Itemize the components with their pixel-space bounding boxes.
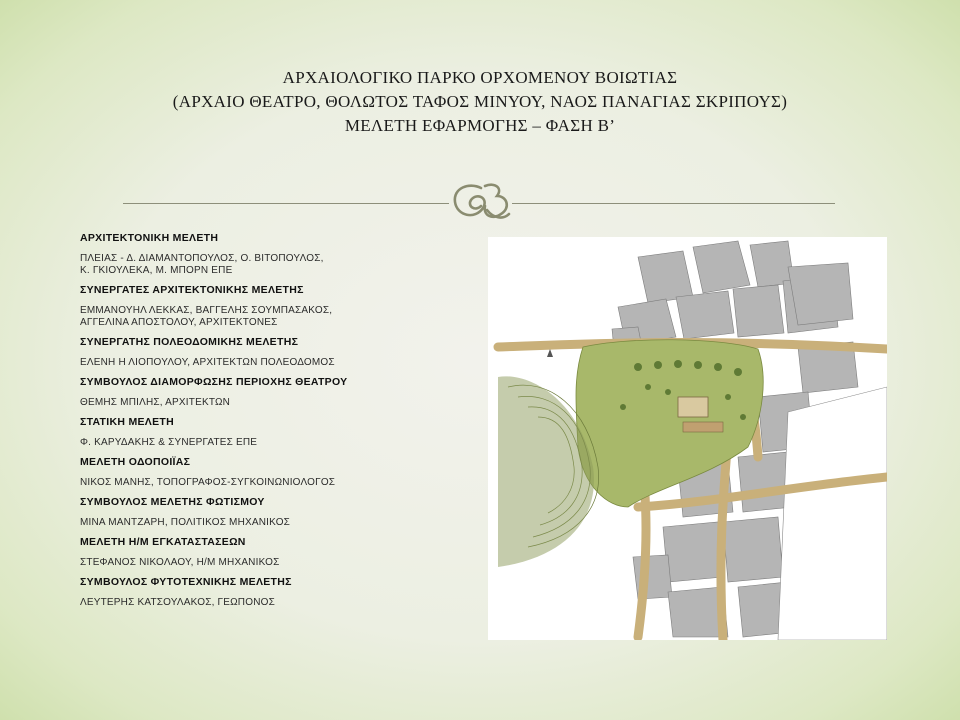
credit-body-electromechanical: ΣΤΕΦΑΝΟΣ ΝΙΚΟΛΑΟΥ, Η/Μ ΜΗΧΑΝΙΚΟΣ — [80, 557, 280, 568]
site-plan-image — [488, 237, 887, 640]
credit-body-lighting: ΜΙΝΑ ΜΑΝΤΖΑΡΗ, ΠΟΛΙΤΙΚΟΣ ΜΗΧΑΝΙΚΟΣ — [80, 517, 291, 528]
title-line-3: ΜΕΛΕΤΗ ΕΦΑΡΜΟΓΗΣ – ΦΑΣΗ Β’ — [344, 116, 616, 135]
credits-list — [80, 232, 470, 609]
credit-heading-architectural: ΑΡΧΙΤΕΚΤΟΝΙΚΗ ΜΕΛΕΤΗ — [80, 232, 219, 244]
credit-heading-electromechanical: ΜΕΛΕΤΗ Η/Μ ΕΓΚΑΤΑΣΤΑΣΕΩΝ — [80, 536, 246, 548]
credit-body-landscaping: ΛΕΥΤΕΡΗΣ ΚΑΤΣΟΥΛΑΚΟΣ, ΓΕΩΠΟΝΟΣ — [80, 597, 275, 608]
credit-heading-structural: ΣΤΑΤΙΚΗ ΜΕΛΕΤΗ — [80, 416, 175, 428]
credit-body-road-works: ΝΙΚΟΣ ΜΑΝΗΣ, ΤΟΠΟΓΡΑΦΟΣ-ΣΥΓΚΟΙΝΩΝΙΟΛΟΓΟΣ — [80, 477, 336, 488]
slide-title — [0, 66, 960, 138]
credit-body-theatre-consultant: ΘΕΜΗΣ ΜΠΙΛΗΣ, ΑΡΧΙΤΕΚΤΩΝ — [80, 397, 231, 408]
credit-heading-urban-planning: ΣΥΝΕΡΓΑΤΗΣ ΠΟΛΕΟΔΟΜΙΚΗΣ ΜΕΛΕΤΗΣ — [80, 336, 299, 348]
credit-heading-road-works: ΜΕΛΕΤΗ ΟΔΟΠΟΙΪΑΣ — [80, 456, 191, 468]
credit-heading-theatre-consultant: ΣΥΜΒΟΥΛΟΣ ΔΙΑΜΟΡΦΩΣΗΣ ΠΕΡΙΟΧΗΣ ΘΕΑΤΡΟΥ — [80, 376, 348, 388]
divider-left — [123, 203, 449, 204]
site-plan-drawing — [488, 237, 887, 640]
credit-body-architectural: ΠΛΕΙΑΣ - Δ. ΔΙΑΜΑΝΤΟΠΟΥΛΟΣ, Ο. ΒΙΤΟΠΟΥΛΟΣ, Κ. ΓΚΙΟΥΛΕΚΑ, Μ. ΜΠΟΡΝ ΕΠΕ — [80, 253, 324, 276]
credit-body-architectural-collaborators: ΕΜΜΑΝΟΥΗΛ ΛΕΚΚΑΣ, ΒΑΓΓΕΛΗΣ ΣΟΥΜΠΑΣΑΚΟΣ, ΑΓΓΕΛΙΝΑ ΑΠΟΣΤΟΛΟΥ, ΑΡΧΙΤΕΚΤΟΝΕΣ — [80, 305, 333, 328]
credit-heading-landscaping: ΣΥΜΒΟΥΛΟΣ ΦΥΤΟΤΕΧΝΙΚΗΣ ΜΕΛΕΤΗΣ — [80, 576, 292, 588]
credit-heading-lighting: ΣΥΜΒΟΥΛΟΣ ΜΕΛΕΤΗΣ ΦΩΤΙΣΜΟΥ — [80, 496, 265, 508]
credit-heading-architectural-collaborators: ΣΥΝΕΡΓΑΤΕΣ ΑΡΧΙΤΕΚΤΟΝΙΚΗΣ ΜΕΛΕΤΗΣ — [80, 284, 304, 296]
ornament-icon — [447, 180, 517, 224]
divider-right — [512, 203, 835, 204]
title-line-1: ΑΡΧΑΙΟΛΟΓΙΚΟ ΠΑΡΚΟ ΟΡΧΟΜΕΝΟΥ ΒΟΙΩΤΙΑΣ — [282, 68, 678, 87]
title-line-2: (ΑΡΧΑΙΟ ΘΕΑΤΡΟ, ΘΟΛΩΤΟΣ ΤΑΦΟΣ ΜΙΝΥΟΥ, ΝΑΟΣ ΠΑΝΑΓΙΑΣ ΣΚΡΙΠΟΥΣ) — [172, 92, 788, 111]
credit-body-structural: Φ. ΚΑΡΥΔΑΚΗΣ & ΣΥΝΕΡΓΑΤΕΣ ΕΠΕ — [80, 437, 258, 448]
credit-body-urban-planning: ΕΛΕΝΗ Η ΛΙΟΠΟΥΛΟΥ, ΑΡΧΙΤΕΚΤΩΝ ΠΟΛΕΟΔΟΜΟΣ — [80, 357, 335, 368]
